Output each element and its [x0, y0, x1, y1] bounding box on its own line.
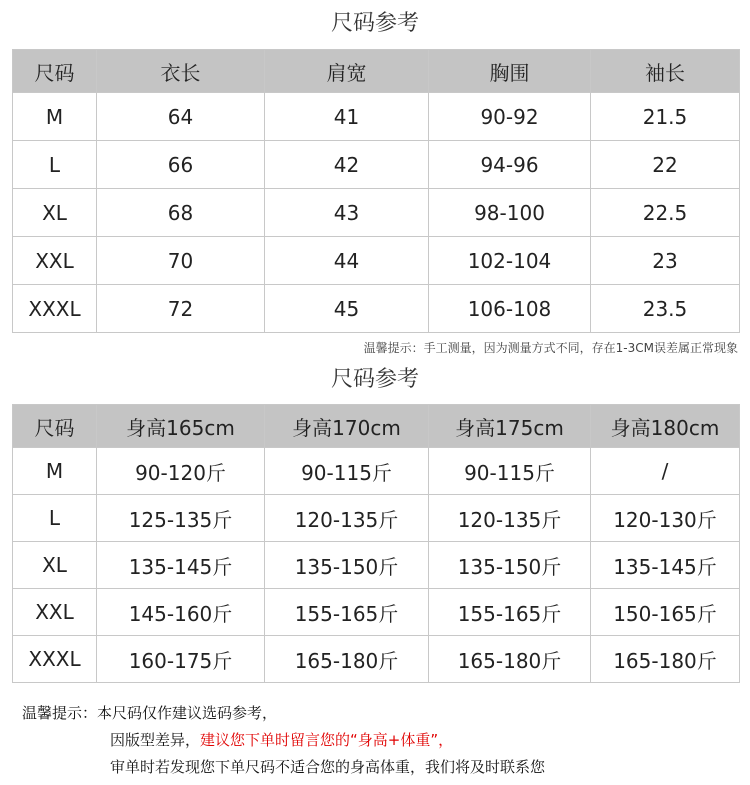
table-cell: 66	[97, 141, 265, 189]
header-height-165: 身高165cm	[97, 405, 265, 448]
table-cell: 125-135斤	[97, 495, 265, 542]
header-size: 尺码	[13, 50, 97, 93]
table-cell: 155-165斤	[265, 589, 429, 636]
table-cell: 165-180斤	[429, 636, 591, 683]
measurement-note: 温馨提示：手工测量，因为测量方式不同，存在1-3CM误差属正常现象	[363, 341, 738, 355]
header-height-170: 身高170cm	[265, 405, 429, 448]
table-cell: XXL	[13, 589, 97, 636]
table-cell: 64	[97, 93, 265, 141]
table-cell: /	[591, 448, 740, 495]
table-row	[13, 93, 740, 141]
table-cell: 120-135斤	[429, 495, 591, 542]
table-header-row	[13, 405, 740, 448]
table-cell: 150-165斤	[591, 589, 740, 636]
table-cell: 165-180斤	[591, 636, 740, 683]
header-shoulder: 肩宽	[265, 50, 429, 93]
table-cell: 94-96	[429, 141, 591, 189]
table-cell: L	[13, 495, 97, 542]
table-cell: XL	[13, 542, 97, 589]
table-cell: 135-145斤	[97, 542, 265, 589]
table-cell: 90-120斤	[97, 448, 265, 495]
table-row	[13, 542, 740, 589]
notice-line-2-prefix: 因版型差异，	[110, 731, 201, 749]
table-row	[13, 285, 740, 333]
table-cell: XL	[13, 189, 97, 237]
notice-line-1: 温馨提示：本尺码仅作建议选码参考，	[22, 704, 278, 722]
table-row	[13, 448, 740, 495]
table-cell: 106-108	[429, 285, 591, 333]
table-cell: 102-104	[429, 237, 591, 285]
table-cell: 68	[97, 189, 265, 237]
header-size: 尺码	[13, 405, 97, 448]
table-row	[13, 495, 740, 542]
table-row	[13, 141, 740, 189]
table-cell: 23	[591, 237, 740, 285]
table-cell: 120-130斤	[591, 495, 740, 542]
notice-line-2	[22, 727, 545, 754]
table-row	[13, 589, 740, 636]
header-chest: 胸围	[429, 50, 591, 93]
table-cell: 22.5	[591, 189, 740, 237]
table-header-row	[13, 50, 740, 93]
table-cell: 42	[265, 141, 429, 189]
table-cell: M	[13, 93, 97, 141]
height-weight-size-table	[12, 404, 740, 683]
size-advice-notice	[22, 700, 545, 781]
table-cell: 90-115斤	[429, 448, 591, 495]
header-length: 衣长	[97, 50, 265, 93]
table-cell: 72	[97, 285, 265, 333]
table-cell: 145-160斤	[97, 589, 265, 636]
table-cell: 43	[265, 189, 429, 237]
header-sleeve: 袖长	[591, 50, 740, 93]
size-table-title: 尺码参考	[330, 367, 419, 392]
table-cell: 155-165斤	[429, 589, 591, 636]
table-cell: 98-100	[429, 189, 591, 237]
table-row	[13, 189, 740, 237]
table-cell: 135-145斤	[591, 542, 740, 589]
notice-line-3: 审单时若发现您下单尺码不适合您的身高体重，我们将及时联系您	[110, 758, 546, 776]
garment-size-table	[12, 49, 740, 333]
table-cell: M	[13, 448, 97, 495]
table-cell: 165-180斤	[265, 636, 429, 683]
table-row	[13, 237, 740, 285]
table-cell: 44	[265, 237, 429, 285]
header-height-175: 身高175cm	[429, 405, 591, 448]
table-cell: XXL	[13, 237, 97, 285]
table-cell: 160-175斤	[97, 636, 265, 683]
table-cell: 120-135斤	[265, 495, 429, 542]
table-cell: XXXL	[13, 636, 97, 683]
table-cell: 22	[591, 141, 740, 189]
header-height-180: 身高180cm	[591, 405, 740, 448]
table-cell: 90-92	[429, 93, 591, 141]
table-cell: XXXL	[13, 285, 97, 333]
table-row	[13, 636, 740, 683]
table-cell: 45	[265, 285, 429, 333]
size-table-title: 尺码参考	[330, 11, 419, 36]
table-cell: 70	[97, 237, 265, 285]
table-cell: 41	[265, 93, 429, 141]
notice-highlight: 建议您下单时留言您的“身高+体重”，	[200, 731, 454, 749]
table-cell: L	[13, 141, 97, 189]
table-cell: 90-115斤	[265, 448, 429, 495]
table-cell: 135-150斤	[265, 542, 429, 589]
table-cell: 135-150斤	[429, 542, 591, 589]
table-cell: 23.5	[591, 285, 740, 333]
table-cell: 21.5	[591, 93, 740, 141]
